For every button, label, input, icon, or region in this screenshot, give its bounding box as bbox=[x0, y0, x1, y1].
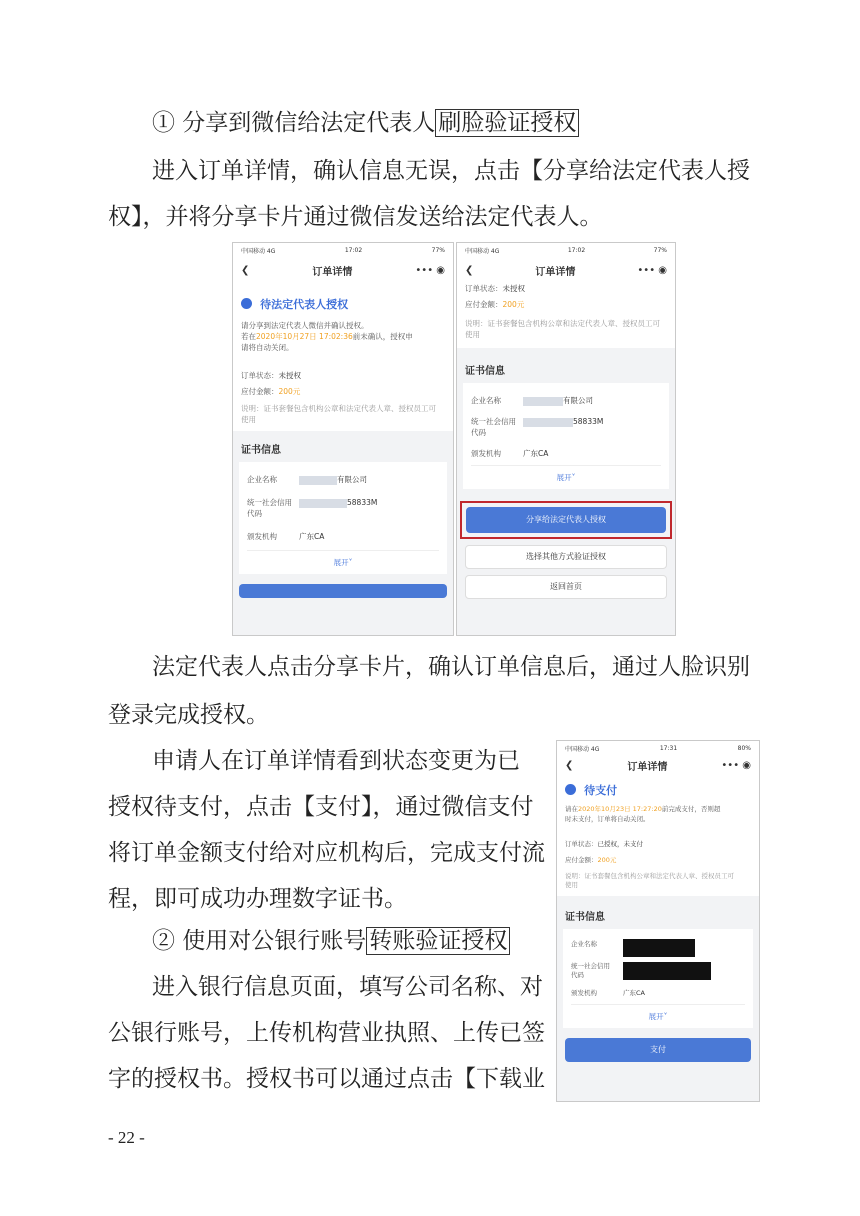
notice-line-1: 请分享到法定代表人微信并确认授权。 bbox=[241, 321, 369, 330]
notice-line-2: 若在2020年10月27日 17:02:36前未确认，授权申 bbox=[241, 332, 413, 341]
company-row: 企业名称 有限公司 bbox=[247, 475, 367, 484]
battery: 80% bbox=[737, 744, 751, 752]
order-status-panel bbox=[457, 283, 675, 348]
issuer-row: 颁发机构 广东CA bbox=[247, 532, 325, 541]
clock-icon bbox=[565, 784, 576, 795]
paragraph-4-line-1: 进入银行信息页面，填写公司名称、对 bbox=[152, 974, 543, 1000]
nav-title: 订单详情 bbox=[627, 761, 668, 773]
nav-title: 订单详情 bbox=[312, 266, 353, 278]
clock-icon bbox=[241, 298, 252, 309]
cert-card bbox=[239, 462, 447, 574]
expand-link[interactable]: 展开˅ bbox=[471, 465, 661, 489]
paragraph-1-line-1: 进入订单详情，确认信息无误，点击【分享给法定代表人授 bbox=[152, 158, 750, 184]
paragraph-2-line-1: 法定代表人点击分享卡片，确认订单信息后，通过人脸识别 bbox=[152, 654, 750, 680]
issuer-row: 颁发机构 广东CA bbox=[471, 449, 549, 458]
paragraph-1-line-2: 权】，并将分享卡片通过微信发送给法定代表人。 bbox=[108, 204, 603, 230]
back-home-button[interactable]: 返回首页 bbox=[465, 575, 667, 599]
note-line-1: 说明：证书套餐包含机构公章和法定代表人章、授权员工可 bbox=[565, 872, 734, 880]
note-line-2: 使用 bbox=[565, 881, 578, 889]
back-icon[interactable]: ❮ bbox=[241, 264, 250, 276]
highlight-box bbox=[460, 501, 672, 539]
paragraph-4-line-3: 字的授权书。授权书可以通过点击【下载业 bbox=[108, 1066, 545, 1092]
back-icon[interactable]: ❮ bbox=[565, 759, 574, 771]
note-line-1: 说明：证书套餐包含机构公章和法定代表人章、授权员工可 bbox=[465, 319, 660, 328]
paragraph-3-line-4: 程，即可成功办理数字证书。 bbox=[108, 886, 407, 912]
clock: 17:02 bbox=[344, 246, 363, 254]
nav-title: 订单详情 bbox=[535, 266, 576, 278]
status-bar bbox=[457, 243, 675, 257]
nav-bar bbox=[457, 257, 675, 283]
amount-row: 应付金额： 200元 bbox=[241, 387, 301, 396]
item1-boxed-term: 刷脸验证授权 bbox=[435, 109, 579, 137]
company-row: 企业名称 有限公司 bbox=[471, 396, 593, 405]
chevron-down-icon: ˅ bbox=[663, 1012, 668, 1021]
more-and-close-icon[interactable]: ••• ◉ bbox=[637, 264, 667, 276]
status-bar bbox=[233, 243, 453, 257]
page-number: - 22 - bbox=[108, 1128, 145, 1147]
primary-button-partial[interactable] bbox=[239, 584, 447, 598]
other-method-button[interactable]: 选择其他方式验证授权 bbox=[465, 545, 667, 569]
paragraph-3-line-3: 将订单金额支付给对应机构后，完成支付流 bbox=[108, 840, 545, 866]
back-icon[interactable]: ❮ bbox=[465, 264, 474, 276]
credit-code-row: 统一社会信用 代码 58833M bbox=[471, 417, 604, 437]
nav-bar bbox=[557, 755, 759, 775]
cert-section-title: 证书信息 bbox=[565, 912, 605, 923]
clock: 17:02 bbox=[567, 246, 586, 254]
order-status-row: 订单状态： 已授权，未支付 bbox=[565, 840, 643, 848]
redacted-block bbox=[623, 962, 711, 980]
status-header bbox=[565, 779, 751, 798]
status-title: 待支付 bbox=[584, 784, 618, 797]
credit-code-row: 统一社会信用 代码 58833M bbox=[247, 498, 378, 518]
expand-link[interactable]: 展开˅ bbox=[247, 550, 439, 574]
cert-card bbox=[463, 383, 669, 489]
note-line-2: 使用 bbox=[465, 330, 480, 339]
note-line-1: 说明：证书套餐包含机构公章和法定代表人章、授权员工可 bbox=[241, 404, 436, 413]
amount-row: 应付金额： 200元 bbox=[465, 300, 525, 309]
order-status-panel bbox=[557, 775, 759, 896]
cert-section-title: 证书信息 bbox=[465, 366, 505, 377]
item2-boxed-term: 转账验证授权 bbox=[366, 927, 510, 955]
more-and-close-icon[interactable]: ••• ◉ bbox=[415, 264, 445, 276]
carrier: 中国移动 4G bbox=[465, 247, 500, 255]
chevron-down-icon: ˅ bbox=[348, 558, 353, 567]
issuer-row: 颁发机构 广东CA bbox=[571, 989, 645, 997]
phone-screenshot-1 bbox=[232, 242, 454, 636]
order-status-panel bbox=[233, 283, 453, 431]
carrier: 中国移动 4G bbox=[241, 247, 276, 255]
company-row: 企业名称 bbox=[571, 939, 745, 957]
notice-line-1: 请在2020年10月23日 17:27:20前完成支付，否则超 bbox=[565, 805, 721, 813]
battery: 77% bbox=[431, 246, 445, 254]
share-to-legal-rep-button[interactable]: 分享给法定代表人授权 bbox=[466, 507, 666, 533]
amount-row: 应付金额： 200元 bbox=[565, 856, 617, 864]
pay-button[interactable]: 支付 bbox=[565, 1038, 751, 1062]
redacted-block bbox=[623, 939, 695, 957]
cert-section-title: 证书信息 bbox=[241, 445, 281, 456]
expand-link[interactable]: 展开˅ bbox=[571, 1004, 745, 1028]
status-title: 待法定代表人授权 bbox=[260, 298, 349, 311]
more-and-close-icon[interactable]: ••• ◉ bbox=[721, 759, 751, 771]
chevron-down-icon: ˅ bbox=[571, 473, 576, 482]
carrier: 中国移动 4G bbox=[565, 745, 600, 753]
status-bar bbox=[557, 741, 759, 755]
clock: 17:31 bbox=[659, 744, 678, 752]
note-line-2: 使用 bbox=[241, 415, 256, 424]
item2-prefix: ② 使用对公银行账号 bbox=[152, 928, 367, 954]
paragraph-2-line-2: 登录完成授权。 bbox=[108, 702, 269, 728]
nav-bar bbox=[233, 257, 453, 283]
phone-screenshot-2 bbox=[456, 242, 676, 636]
credit-code-row: 统一社会信用 代码 bbox=[571, 962, 745, 980]
notice-line-2: 时未支付，订单将自动关闭。 bbox=[565, 815, 650, 823]
status-header bbox=[241, 293, 445, 312]
item1-heading bbox=[152, 108, 860, 138]
paragraph-4-line-2: 公银行账号，上传机构营业执照、上传已签 bbox=[108, 1020, 545, 1046]
order-status-row: 订单状态： 未授权 bbox=[465, 284, 525, 293]
notice-line-3: 请将自动关闭。 bbox=[241, 343, 294, 352]
paragraph-3-line-2: 授权待支付，点击【支付】，通过微信支付 bbox=[108, 794, 534, 820]
paragraph-3-line-1: 申请人在订单详情看到状态变更为已 bbox=[152, 748, 520, 774]
item1-prefix: ① 分享到微信给法定代表人 bbox=[152, 110, 436, 136]
cert-card bbox=[563, 929, 753, 1028]
order-status-row: 订单状态： 未授权 bbox=[241, 371, 301, 380]
phone-screenshot-3 bbox=[556, 740, 760, 1102]
battery: 77% bbox=[653, 246, 667, 254]
